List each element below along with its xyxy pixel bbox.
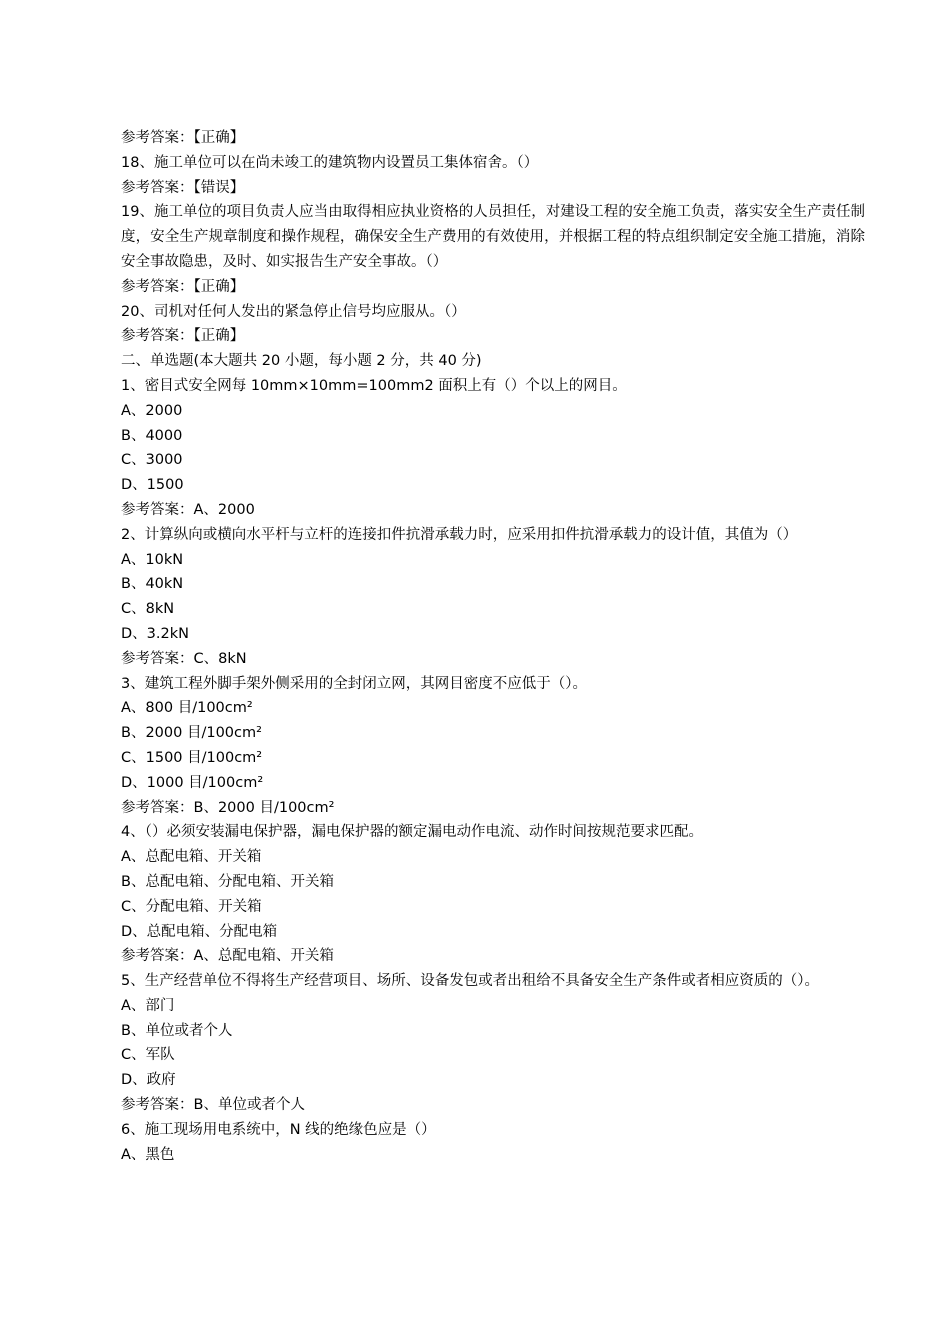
question-text: 20、司机对任何人发出的紧急停止信号均应服从。（） xyxy=(121,303,466,320)
reference-answer: 参考答案：【错误】 xyxy=(121,179,245,196)
option-text: D、总配电箱、分配电箱 xyxy=(121,923,278,940)
question-text: 3、建筑工程外脚手架外侧采用的全封闭立网，其网目密度不应低于（）。 xyxy=(121,675,587,692)
option-text: A、10kN xyxy=(121,551,184,568)
option-text: B、4000 xyxy=(121,427,183,444)
option-text: D、3.2kN xyxy=(121,625,189,642)
question-text: 6、施工现场用电系统中，N 线的绝缘色应是（） xyxy=(121,1121,436,1138)
option-text: B、40kN xyxy=(121,576,184,593)
option-text: D、1000 目/100cm² xyxy=(121,774,264,791)
section-heading: 二、单选题(本大题共 20 小题，每小题 2 分，共 40 分) xyxy=(121,353,482,370)
option-text: C、8kN xyxy=(121,601,175,618)
option-text: A、800 目/100cm² xyxy=(121,700,253,717)
question-text: 1、密目式安全网每 10mm×10mm=100mm2 面积上有（）个以上的网目。 xyxy=(121,377,627,394)
reference-answer: 参考答案：A、总配电箱、开关箱 xyxy=(121,948,334,965)
option-text: A、2000 xyxy=(121,402,183,419)
reference-answer: 参考答案：C、8kN xyxy=(121,650,247,667)
option-text: A、总配电箱、开关箱 xyxy=(121,849,262,866)
reference-answer: 参考答案：B、单位或者个人 xyxy=(121,1097,305,1114)
option-text: D、1500 xyxy=(121,477,184,494)
option-text: A、黑色 xyxy=(121,1146,175,1163)
question-text: 5、生产经营单位不得将生产经营项目、场所、设备发包或者出租给不具备安全生产条件或者相应资质的（）。 xyxy=(121,973,819,990)
question-text: 2、计算纵向或横向水平杆与立杆的连接扣件抗滑承载力时，应采用扣件抗滑承载力的设计值，其值为（） xyxy=(121,526,798,543)
question-text: 18、施工单位可以在尚未竣工的建筑物内设置员工集体宿舍。（） xyxy=(121,154,539,171)
option-text: D、政府 xyxy=(121,1072,176,1089)
option-text: B、单位或者个人 xyxy=(121,1022,233,1039)
option-text: B、2000 目/100cm² xyxy=(121,725,262,742)
question-text: 19、施工单位的项目负责人应当由取得相应执业资格的人员担任，对建设工程的安全施工负责，落实安全生产责任制度，安全生产规章制度和操作规程，确保安全生产费用的有效使用，并根据工程的特点组织制定安全施工措施，消除安全事故隐患，及时、如实报告生产安全事故。（） xyxy=(121,204,865,270)
option-text: C、1500 目/100cm² xyxy=(121,749,263,766)
reference-answer: 参考答案：A、2000 xyxy=(121,501,255,518)
option-text: C、分配电箱、开关箱 xyxy=(121,898,262,915)
question-text: 4、（）必须安装漏电保护器，漏电保护器的额定漏电动作电流、动作时间按规范要求匹配。 xyxy=(121,824,703,841)
option-text: B、总配电箱、分配电箱、开关箱 xyxy=(121,873,334,890)
option-text: C、3000 xyxy=(121,452,183,469)
reference-answer: 参考答案：B、2000 目/100cm² xyxy=(121,799,335,816)
reference-answer: 参考答案：【正确】 xyxy=(121,130,245,146)
document-body xyxy=(121,126,865,1167)
option-text: C、军队 xyxy=(121,1047,175,1064)
option-text: A、部门 xyxy=(121,997,175,1014)
reference-answer: 参考答案：【正确】 xyxy=(121,328,245,345)
reference-answer: 参考答案：【正确】 xyxy=(121,278,245,295)
